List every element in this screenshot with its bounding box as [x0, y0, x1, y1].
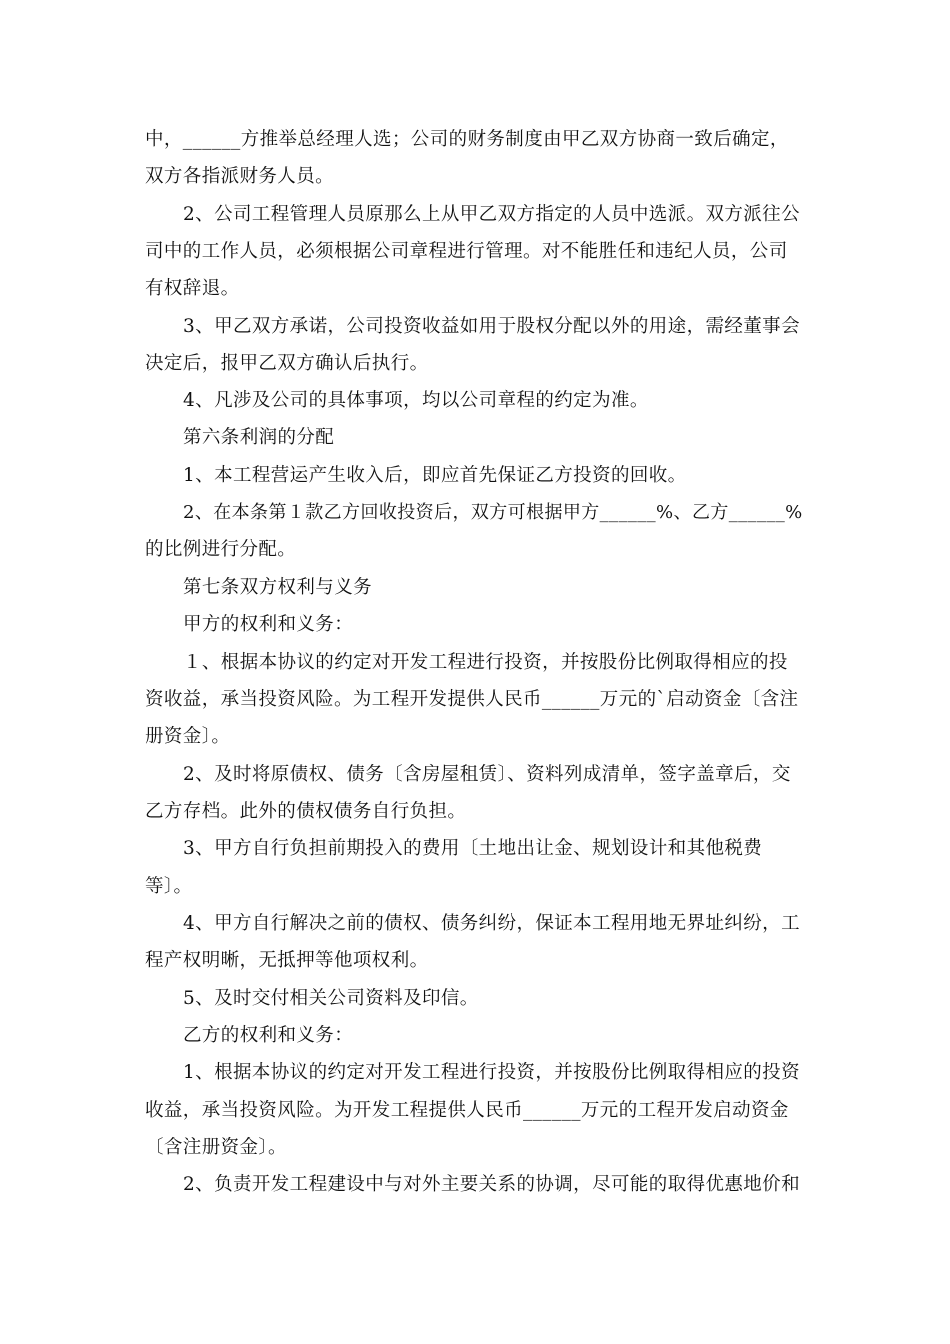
text-line: 2、负责开发工程建设中与对外主要关系的协调，尽可能的取得优惠地价和	[183, 1174, 800, 1195]
text-line: １、根据本协议的约定对开发工程进行投资，并按股份比例取得相应的投	[183, 652, 788, 673]
text-line: 司中的工作人员，必须根据公司章程进行管理。对不能胜任和违纪人员，公司	[145, 241, 788, 262]
text-line: 3、甲方自行负担前期投入的费用〔土地出让金、规划设计和其他税费	[183, 838, 763, 859]
text-line: 有权辞退。	[145, 278, 240, 299]
text-line: 5、及时交付相关公司资料及印信。	[183, 988, 479, 1009]
text-line: 决定后，报甲乙双方确认后执行。	[145, 353, 429, 374]
text-line: 2、公司工程管理人员原那么上从甲乙双方指定的人员中选派。双方派往公	[183, 204, 800, 225]
section-heading: 第七条双方权利与义务	[183, 577, 373, 598]
text-line: 3、甲乙双方承诺，公司投资收益如用于股权分配以外的用途，需经董事会	[183, 316, 800, 337]
subsection-heading: 乙方的权利和义务：	[183, 1025, 354, 1046]
text-line: 中，______方推举总经理人选；公司的财务制度由甲乙双方协商一致后确定，	[145, 129, 789, 150]
subsection-heading: 甲方的权利和义务：	[183, 614, 354, 635]
text-line: 的比例进行分配。	[145, 539, 297, 560]
text-line: 2、在本条第１款乙方回收投资后，双方可根据甲方______%、乙方______%	[183, 502, 803, 523]
text-line: 收益，承当投资风险。为开发工程提供人民币______万元的工程开发启动资金	[145, 1100, 789, 1121]
text-line: 资收益，承当投资风险。为工程开发提供人民币______万元的`启动资金〔含注	[145, 689, 799, 710]
text-line: 双方各指派财务人员。	[145, 166, 335, 187]
section-heading: 第六条利润的分配	[183, 427, 335, 448]
text-line: 2、及时将原债权、债务〔含房屋租赁〕、资料列成清单，签字盖章后，交	[183, 764, 791, 785]
text-line: 1、根据本协议的约定对开发工程进行投资，并按股份比例取得相应的投资	[183, 1062, 800, 1083]
text-line: 4、甲方自行解决之前的债权、债务纠纷，保证本工程用地无界址纠纷，工	[183, 913, 800, 934]
text-line: 4、凡涉及公司的具体事项，均以公司章程的约定为准。	[183, 390, 649, 411]
text-line: 册资金〕。	[145, 726, 231, 747]
text-line: 〔含注册资金〕。	[145, 1137, 287, 1158]
text-line: 程产权明晰，无抵押等他项权利。	[145, 950, 429, 971]
text-line: 等〕。	[145, 876, 193, 897]
text-line: 乙方存档。此外的债权债务自行负担。	[145, 801, 467, 822]
text-line: 1、本工程营运产生收入后，即应首先保证乙方投资的回收。	[183, 465, 687, 486]
